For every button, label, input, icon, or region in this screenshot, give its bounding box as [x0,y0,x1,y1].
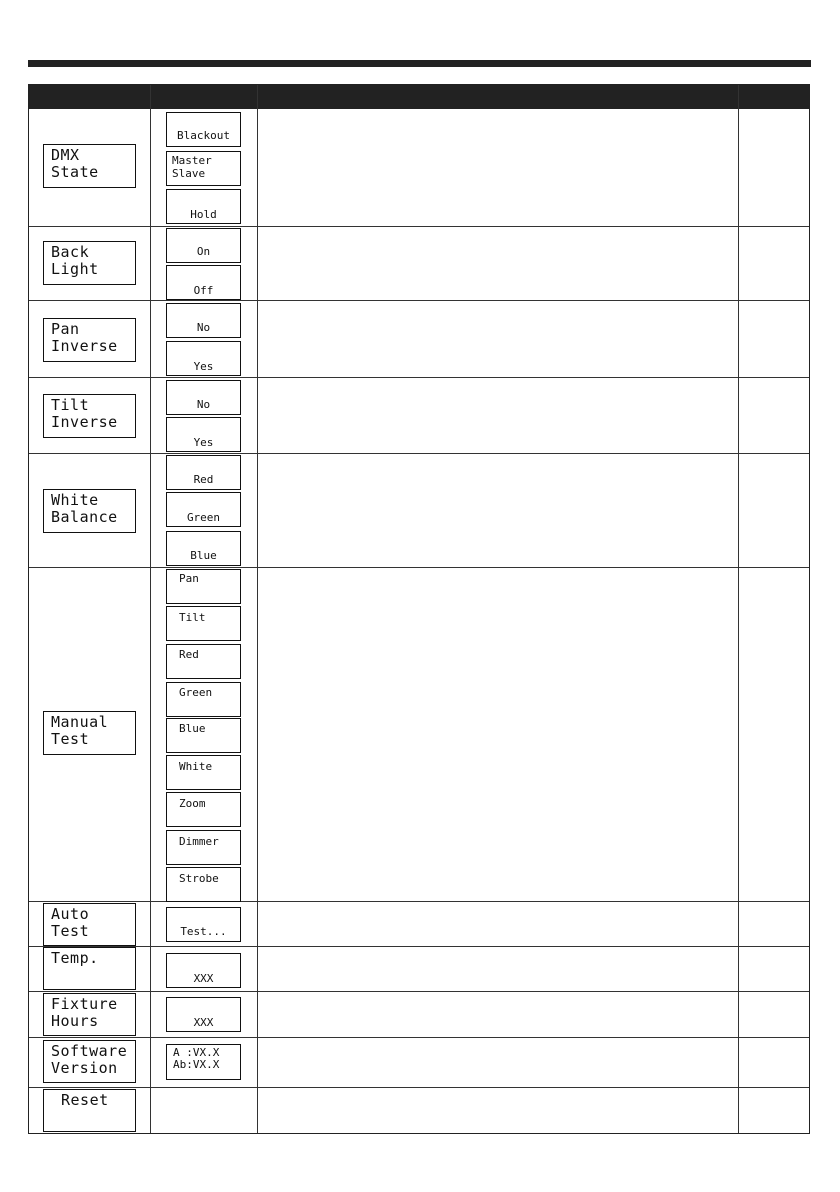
menu-table [28,84,810,1134]
option-blue: Blue [166,718,241,753]
row-divider [29,991,809,992]
menu-label-pan-inverse: Pan Inverse [43,318,136,362]
row-divider [29,1037,809,1038]
row-divider [29,226,809,227]
menu-label-fixture-hours: Fixture Hours [43,993,136,1036]
option-blackout: Blackout [166,112,241,147]
option-green: Green [166,492,241,527]
menu-label-software-version: Software Version [43,1040,136,1083]
menu-label-manual-test: Manual Test [43,711,136,755]
row-divider [29,377,809,378]
option-green: Green [166,682,241,717]
option-yes: Yes [166,341,241,376]
row-divider [29,946,809,947]
option-blue: Blue [166,531,241,566]
option-yes: Yes [166,417,241,452]
option-off: Off [166,265,241,300]
menu-label-reset: Reset [43,1089,136,1132]
column-divider [257,85,258,1133]
option-zoom: Zoom [166,792,241,827]
menu-label-temp: Temp. [43,947,136,990]
option-test: Test... [166,907,241,942]
option-red: Red [166,455,241,490]
option-dimmer: Dimmer [166,830,241,865]
software-version-value: A :VX.X Ab:VX.X [166,1044,241,1080]
option-tilt: Tilt [166,606,241,641]
top-rule [28,60,811,67]
option-red: Red [166,644,241,679]
option-no: No [166,303,241,338]
column-divider [738,85,739,1133]
option-strobe: Strobe [166,867,241,902]
row-divider [29,300,809,301]
option-hold: Hold [166,189,241,224]
menu-label-tilt-inverse: Tilt Inverse [43,394,136,438]
row-divider [29,453,809,454]
row-divider [29,901,809,902]
option-no: No [166,380,241,415]
fixture-hours-value: XXX [166,997,241,1032]
menu-label-white-balance: White Balance [43,489,136,533]
option-master-slave: Master Slave [166,151,241,186]
column-divider [150,85,151,1133]
menu-label-dmx-state: DMX State [43,144,136,188]
row-divider [29,567,809,568]
option-white: White [166,755,241,790]
table-header-bar [29,85,809,109]
menu-label-back-light: Back Light [43,241,136,285]
row-divider [29,1087,809,1088]
option-pan: Pan [166,569,241,604]
option-on: On [166,228,241,263]
menu-label-auto-test: Auto Test [43,903,136,946]
temperature-value: XXX [166,953,241,988]
